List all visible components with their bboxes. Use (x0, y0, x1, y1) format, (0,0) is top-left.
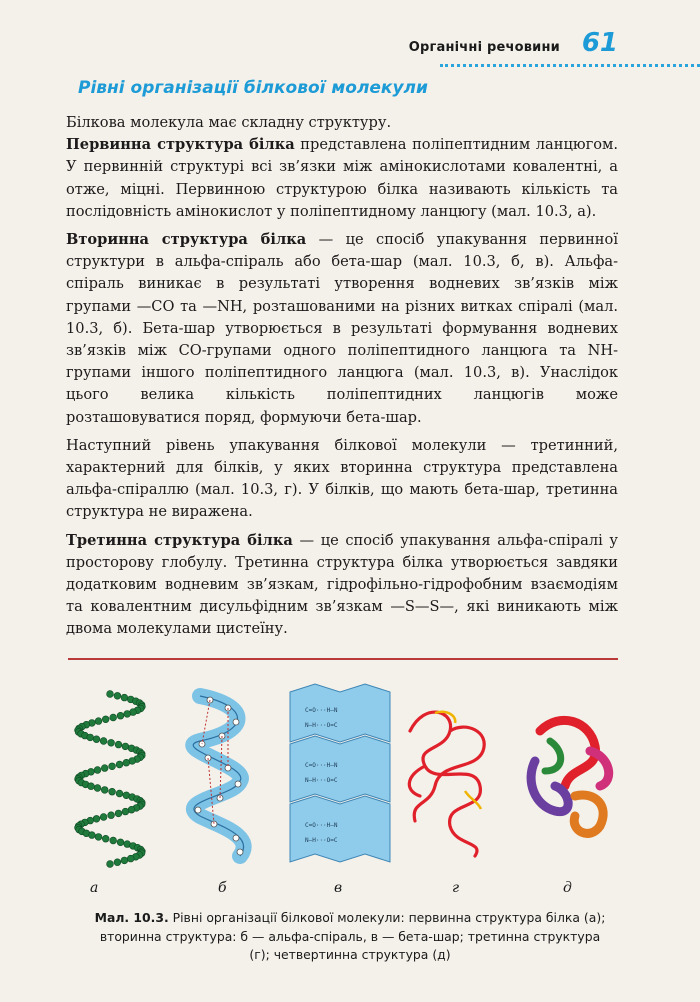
amino-acid-bead (109, 763, 116, 770)
beta-sheet-illustration (285, 682, 395, 872)
header-dotted-rule (440, 64, 700, 67)
amino-acid-bead (121, 857, 128, 864)
amino-acid-bead (100, 814, 107, 821)
amino-acid-bead (109, 788, 116, 795)
amino-acid-bead (94, 767, 101, 774)
amino-acid-bead (114, 859, 121, 866)
paragraph-secondary: Вторинна структура білка — це спосіб упакування первинної структури в альфа-спіраль або бета-шар (мал. 10.3, б, в). Альфа-спіраль виникає в результаті утворення водневих зв’язків між групами —СО та —NH, розташованими на різних витках спіралі (мал. 10.3, б). Бета-шар утворюється в результаті формування водневих зв’язків між СО-групами одного поліпептидного ланцюга та NH-групами іншого поліпептидного ланцюга (мал. 10.3, в). Унаслідок цього велика кількість поліпептидних ланцюгів може розташовуватися поряд, формуючи бета-шар. (66, 231, 618, 426)
amino-acid-bead (95, 718, 102, 725)
paragraph-tertiary: Третинна структура білка — це спосіб упакування альфа-спіралі у просторову глобулу. Третинна структура білка утворюється завдяки додатковим водневим зв’язкам, гідрофільно-гідрофобним взаємодіям та ковалентним дисульфідним зв’язкам —S—S—, які виникають між двома молекулами цистеїну. (66, 531, 618, 638)
section-heading: Рівні організації білкової молекули (78, 78, 428, 98)
amino-acid-bead (127, 855, 134, 862)
amino-acid-bead (101, 765, 108, 772)
svg-text:C=O···H—N: C=O···H—N (305, 707, 338, 714)
amino-acid-bead (121, 694, 128, 701)
amino-acid-bead (116, 761, 123, 768)
page-number: 61 (581, 28, 618, 58)
amino-acid-bead (101, 787, 108, 794)
alpha-helix-illustration (180, 686, 270, 871)
svg-text:C=O···H—N: C=O···H—N (305, 822, 338, 829)
amino-acid-bead (122, 808, 129, 815)
caption-title: Мал. 10.3. (94, 910, 169, 925)
amino-acid-bead (116, 790, 123, 797)
quaternary-structure-illustration (520, 701, 620, 851)
amino-acid-bead (94, 785, 101, 792)
term-secondary: Вторинна структура білка (66, 231, 307, 249)
amino-acid-bead (117, 839, 124, 846)
term-primary: Первинна структура білка (66, 136, 295, 154)
amino-acid-bead (117, 712, 124, 719)
page-header (0, 28, 700, 68)
amino-acid-bead (107, 861, 114, 868)
amino-acid-bead (110, 714, 117, 721)
amino-acid-bead (108, 812, 115, 819)
svg-text:N—H···O=C: N—H···O=C (305, 777, 338, 784)
amino-acid-bead (89, 832, 96, 839)
svg-text:C=O···H—N: C=O···H—N (305, 762, 338, 769)
amino-acid-bead (95, 834, 102, 841)
figure-label-e: д (563, 880, 572, 896)
figure-label-a: а (90, 880, 99, 896)
figure-protein-levels (60, 676, 620, 876)
running-header: Органічні речовини (408, 40, 560, 55)
primary-structure-illustration (60, 686, 160, 871)
amino-acid-bead (87, 734, 94, 741)
amino-acid-bead (122, 743, 129, 750)
amino-acid-bead (93, 815, 100, 822)
amino-acid-bead (124, 711, 131, 718)
term-tertiary: Третинна структура білка (66, 531, 293, 549)
amino-acid-bead (115, 741, 122, 748)
paragraph-intro: Білкова молекула має складну структуру. (66, 114, 392, 131)
paragraph-primary: Первинна структура білка представлена поліпептидним ланцюгом. У первинній структурі всі зв’язки між амінокислотами ковалентні, а отже, міцні. Первинною структурою білка називають кількість та послідовність амінокислот у поліпептидному ланцюгу (мал. 10.3, а). (66, 136, 618, 220)
amino-acid-bead (114, 692, 121, 699)
amino-acid-bead (88, 783, 95, 790)
amino-acid-bead (107, 691, 114, 698)
tertiary-structure-illustration (395, 691, 505, 861)
amino-acid-bead (108, 739, 115, 746)
amino-acid-bead (115, 810, 122, 817)
figure-divider (68, 658, 618, 660)
amino-acid-bead (102, 835, 109, 842)
figure-caption (90, 909, 610, 965)
amino-acid-bead (102, 716, 109, 723)
figure-label-d: г (452, 880, 460, 896)
body-text (66, 112, 618, 641)
figure-label-b: б (218, 880, 227, 896)
figure-label-c: в (334, 880, 343, 896)
amino-acid-bead (100, 738, 107, 745)
svg-text:N—H···O=C: N—H···O=C (305, 837, 338, 844)
amino-acid-bead (93, 736, 100, 743)
paragraph-next-level: Наступний рівень упакування білкової молекули — третинний, характерний для білків, у яких вторинна структура представлена альфа-спіраллю (мал. 10.3, г). У білків, що мають бета-шар, третинна структура не виражена. (66, 436, 618, 521)
amino-acid-bead (123, 759, 130, 766)
amino-acid-bead (110, 837, 117, 844)
caption-text: Рівні організації білкової молекули: первинна структура білка (а); вторинна структура: б — альфа-спіраль, в — бета-шар; третинна структура (г); четвертинна структура (д) (99, 910, 606, 962)
svg-text:N—H···O=C: N—H···O=C (305, 722, 338, 729)
amino-acid-bead (128, 806, 135, 813)
